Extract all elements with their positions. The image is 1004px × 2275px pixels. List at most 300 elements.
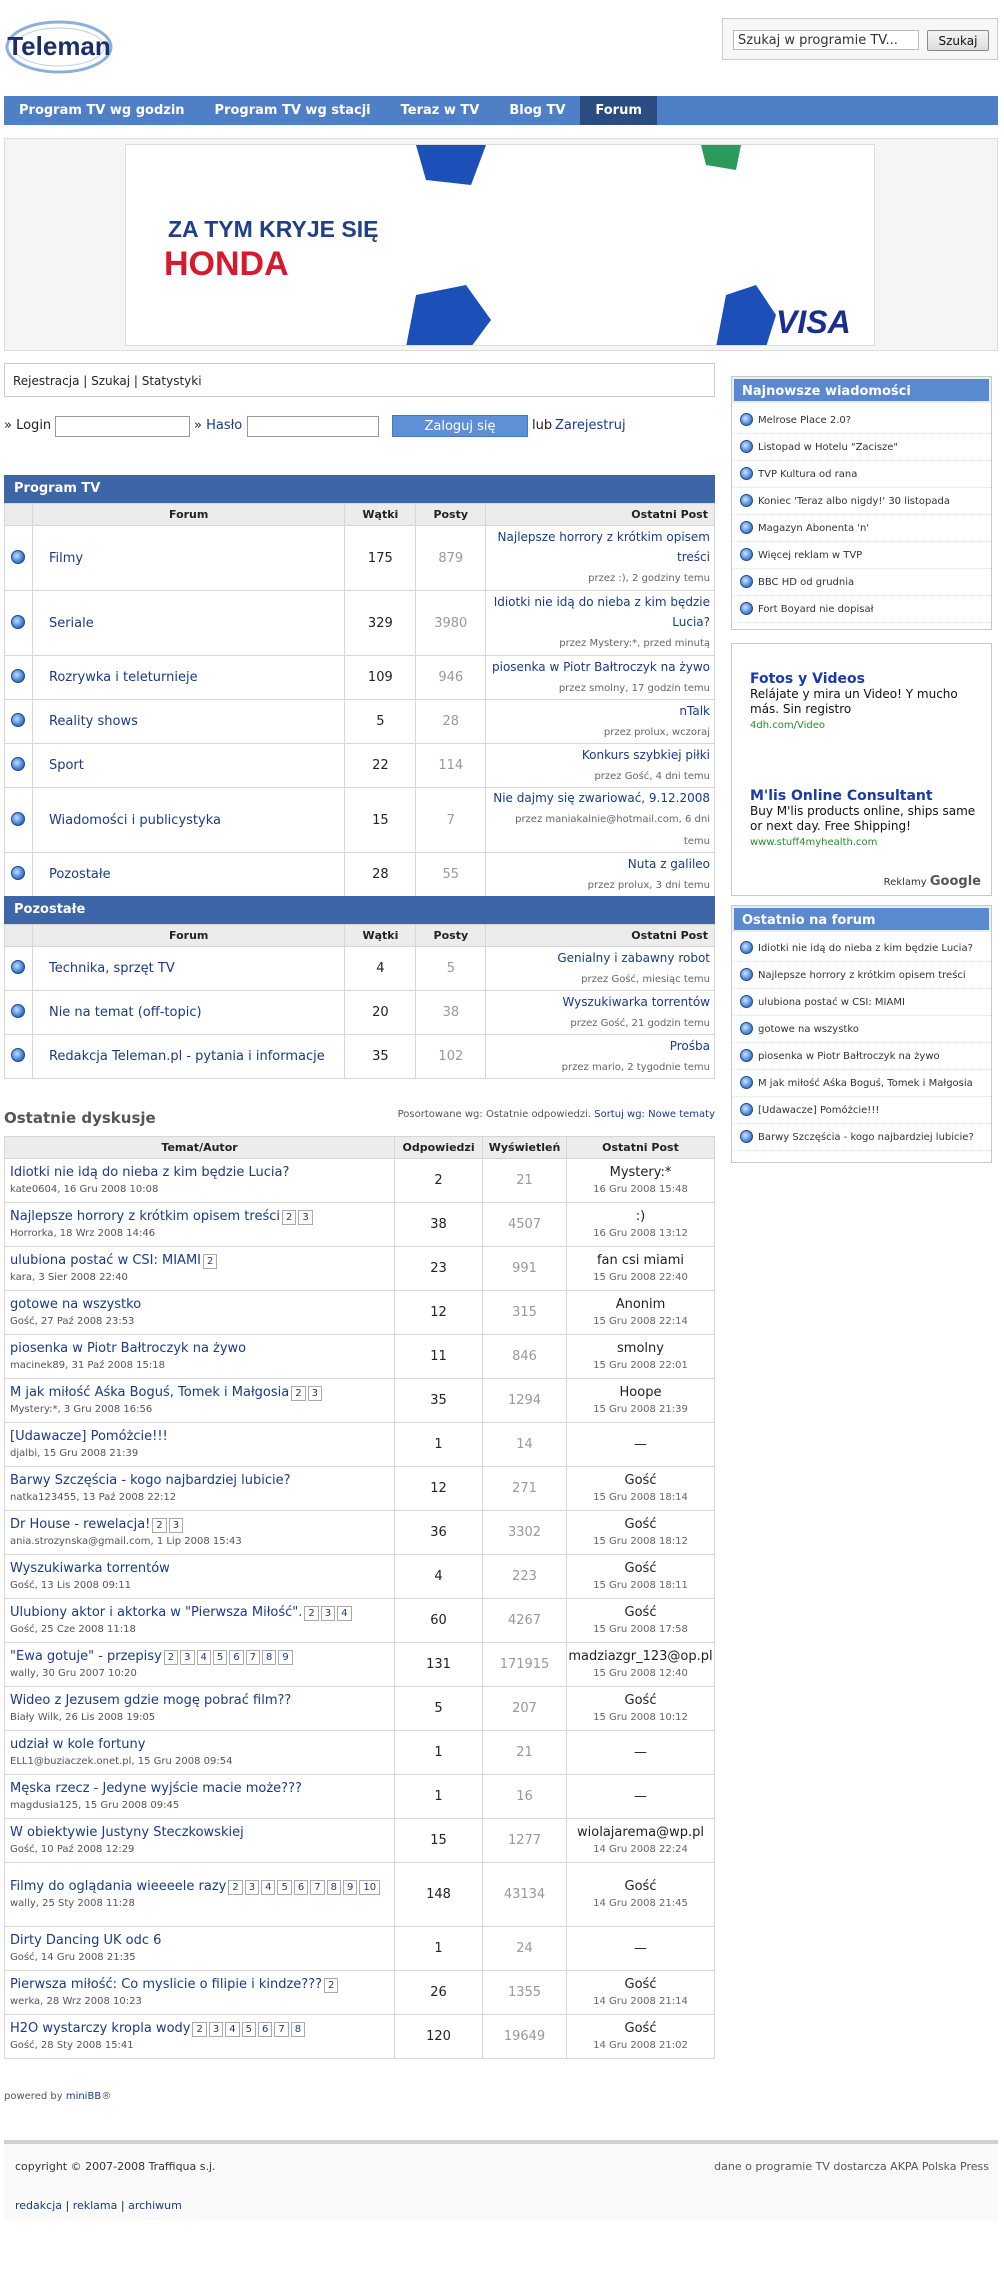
topic-cell [5,1927,395,1971]
topic-cell [5,1203,395,1247]
last-post-user: Gość [624,1516,657,1532]
topic-title-line [10,1208,394,1225]
minibb-link[interactable]: miniBB [65,2091,102,2102]
forum-name-cell [32,1035,344,1079]
last-post-meta: przez smolny, 17 godzin temu [558,682,710,694]
footer-links: redakcja | reklama | archiwum [15,2199,182,2212]
forum-bubble-icon [11,1048,25,1062]
forum-link[interactable]: Sport [48,758,84,773]
sidebar-item[interactable] [732,1016,991,1043]
sidebar-item-label: Najlepsze horrory z krótkim opisem treści [758,970,966,981]
forum-bubble-icon [11,866,25,880]
forum-row [5,744,715,788]
last-post-link[interactable]: nTalk [679,703,710,718]
last-post-link[interactable]: Najlepsze horrory z krótkim opisem treści [497,530,710,564]
sidebar-item-label: ulubiona postać w CSI: MIAMI [758,997,905,1008]
topic-cell [5,1247,395,1291]
page-link[interactable]: 7 [310,1880,324,1895]
topic-row [5,2015,715,2059]
reply-count: 38 [395,1203,483,1247]
reply-count: 120 [395,2015,483,2059]
search-box [722,18,998,60]
sidebar-item[interactable] [732,989,991,1016]
table-header-row [5,504,715,526]
last-post-user: Anonim [615,1296,666,1312]
table-header: Temat/Autor [5,1137,395,1159]
bullet-icon [740,413,753,426]
topic-row [5,1511,715,1555]
ad-2[interactable] [750,789,986,850]
page-link[interactable]: 2 [192,2022,206,2037]
topic-row [5,1159,715,1203]
sidebar-item-label: Melrose Place 2.0? [758,415,852,426]
last-post-cell [566,2015,714,2059]
forum-links: Rejestracja | Szukaj | Statystyki [4,363,715,397]
last-post-meta: przez Gość, 21 godzin temu [570,1017,710,1029]
topic-link[interactable]: ulubiona postać w CSI: MIAMI [10,1252,202,1268]
view-count: 4267 [483,1599,567,1643]
page-link[interactable]: 3 [321,1606,335,1621]
last-post-date: 15 Gru 2008 12:40 [593,1667,688,1679]
topic-link[interactable]: Pierwsza miłość: Co myslicie o filipie i kindze??? [10,1976,322,1992]
last-post-cell [566,1423,714,1467]
bullet-icon [740,1130,753,1143]
last-post-user: Gość [624,1560,657,1576]
topic-cell [5,1971,395,2015]
last-post-user: — [633,1745,647,1760]
page-link[interactable]: 2 [282,1210,296,1225]
news-box [731,376,992,630]
page-link[interactable]: 2 [304,1606,318,1621]
topic-author: Gość, 13 Lis 2008 09:11 [10,1579,132,1591]
nav-blog-tv[interactable]: Blog TV [509,103,566,118]
ad-2-title[interactable]: M'lis Online Consultant [750,788,933,804]
page-link[interactable]: 10 [359,1880,380,1895]
topic-title-line [10,1736,394,1753]
last-post-link[interactable]: Idiotki nie idą do nieba z kim będzie Lucia? [493,595,710,629]
ad-1-body: Relájate y mira un Video! Y mucho más. Sin registro [750,687,958,716]
sidebar-item[interactable] [732,542,991,569]
page-link[interactable]: 5 [277,1880,291,1895]
last-post-cell [566,1971,714,2015]
footer-link-reklama[interactable]: reklama [72,2199,118,2212]
view-count: 315 [483,1291,567,1335]
page-link[interactable]: 8 [291,2022,305,2037]
last-post-cell [486,591,715,656]
view-count: 3302 [483,1511,567,1555]
sort-link[interactable]: Sortuj wg: Nowe tematy [594,1109,715,1120]
topic-link[interactable]: M jak miłość Aśka Boguś, Tomek i Małgosia [10,1384,290,1400]
page-link[interactable]: 3 [308,1386,322,1401]
nav-teraz-w-tv[interactable]: Teraz w TV [400,103,480,118]
forum-link[interactable]: Seriale [48,615,94,631]
bullet-icon [740,968,753,981]
reply-count: 12 [395,1467,483,1511]
last-post-user: wiolajarema@wp.pl [577,1824,704,1840]
page-link[interactable]: 4 [337,1606,351,1621]
topic-link[interactable]: Najlepsze horrory z krótkim opisem treści [10,1208,280,1224]
last-post-cell [566,1731,714,1775]
last-post-link[interactable]: Genialny i zabawny robot [557,950,710,965]
forum-row [5,991,715,1035]
topic-cell [5,1819,395,1863]
visa-logo: VISA [776,304,851,340]
ad-2-url: www.stuff4myhealth.com [750,837,878,848]
topic-link[interactable]: Wyszukiwarka torrentów [10,1560,170,1576]
topic-author: ania.strozynska@gmail.com, 1 Lip 2008 15:43 [10,1535,242,1547]
forum-row [5,526,715,591]
banner-line2: HONDA [164,245,289,283]
topic-title-line [10,1692,394,1709]
powered-by [4,2091,111,2102]
last-post-user: Mystery:* [609,1164,672,1180]
thread-count: 175 [345,526,416,591]
link-stats[interactable]: Statystyki [141,374,202,388]
topic-link[interactable]: Barwy Szczęścia - kogo najbardziej lubicie? [10,1472,291,1488]
sidebar-item[interactable] [732,1097,991,1124]
sidebar-item[interactable] [732,1043,991,1070]
topic-title-line [10,1164,394,1181]
topic-title-line [10,1604,394,1621]
page-link[interactable]: 3 [245,1880,259,1895]
ads-by-google[interactable] [884,874,981,889]
link-search[interactable]: Szukaj [91,374,131,388]
topic-title-line [10,1472,394,1489]
topic-author: Biały Wilk, 26 Lis 2008 19:05 [10,1711,156,1723]
topic-title-line [10,1384,394,1401]
bullet-icon [740,440,753,453]
reply-count: 35 [395,1379,483,1423]
footer-link-archiwum[interactable]: archiwum [128,2199,182,2212]
forum-name-cell [32,744,344,788]
forum-link[interactable]: Pozostałe [48,867,111,882]
topic-cell [5,1643,395,1687]
forum-link[interactable]: Nie na temat (off-topic) [48,1005,202,1020]
sort-info [398,1109,715,1120]
forum-bubble-icon [11,713,25,727]
forum-bubble-icon [11,960,25,974]
bullet-icon [740,995,753,1008]
last-post-link[interactable]: Nuta z galileo [627,856,710,871]
page-link[interactable]: 3 [180,1650,194,1665]
page-link[interactable]: 8 [262,1650,276,1665]
last-post-date: 14 Gru 2008 22:24 [593,1843,688,1855]
ad-1-title[interactable]: Fotos y Videos [750,671,865,687]
topic-link[interactable]: udział w kole fortuny [10,1736,146,1752]
last-post-user: Hoope [619,1384,662,1400]
reply-count: 15 [395,1819,483,1863]
login-input[interactable] [55,416,190,437]
news-title: Najnowsze wiadomości [732,377,991,403]
last-post-link[interactable]: Prośba [669,1038,710,1053]
main-nav [4,96,998,125]
topic-link[interactable]: piosenka w Piotr Bałtroczyk na żywo [10,1340,247,1356]
ads-box [731,643,992,896]
topic-row [5,1687,715,1731]
view-count: 271 [483,1467,567,1511]
reply-count: 60 [395,1599,483,1643]
logo-text: Teleman [7,31,111,61]
last-post-cell [566,1555,714,1599]
thread-count: 4 [345,947,416,991]
topic-cell [5,1511,395,1555]
last-post-cell [486,1035,715,1079]
sidebar-item-label: Magazyn Abonenta 'n' [758,523,870,534]
topic-author: natka123455, 13 Paź 2008 22:12 [10,1491,177,1503]
forum-bubble-icon [11,669,25,683]
reply-count: 4 [395,1555,483,1599]
discussions-table [4,1136,715,2059]
topic-link[interactable]: [Udawacze] Pomóżcie!!! [10,1428,168,1444]
teleman-logo[interactable] [4,18,114,76]
topic-link[interactable]: Wideo z Jezusem gdzie mogę pobrać film?? [10,1692,292,1708]
forum-bubble-icon [11,550,25,564]
topic-row [5,1819,715,1863]
view-count: 991 [483,1247,567,1291]
sidebar-item[interactable] [732,596,991,623]
topic-cell [5,1775,395,1819]
topic-link[interactable]: Filmy do oglądania wieeeele razy [10,1878,227,1894]
page-link[interactable]: 7 [246,1650,260,1665]
last-post-cell [566,1203,714,1247]
password-input[interactable] [247,416,379,437]
topic-author: Gość, 14 Gru 2008 21:35 [10,1951,136,1963]
topic-title-line [10,1560,394,1577]
banner-ad[interactable] [125,144,875,346]
last-post-cell [486,526,715,591]
login-button[interactable]: Zaloguj się [392,415,528,437]
page-link[interactable]: 6 [229,1650,243,1665]
last-post-link[interactable]: Konkurs szybkiej piłki [581,747,710,762]
topic-link[interactable]: "Ewa gotuje" - przepisy [10,1648,162,1664]
topic-row [5,1291,715,1335]
last-post-cell [486,991,715,1035]
forum-link[interactable]: Reality shows [48,714,138,729]
view-count: 21 [483,1731,567,1775]
page-link[interactable]: 2 [228,1880,242,1895]
forum-icon [5,991,33,1035]
page-link[interactable]: 3 [298,1210,312,1225]
sidebar-item[interactable] [732,1070,991,1097]
forum-row [5,1035,715,1079]
thread-count: 35 [345,1035,416,1079]
table-header: Forum [32,925,344,947]
last-post-cell [566,1511,714,1555]
section-program-tv: Program TV [4,475,715,503]
topic-cell [5,2015,395,2059]
last-post-cell [566,1291,714,1335]
thread-count: 15 [345,788,416,853]
forum-name-cell [32,991,344,1035]
sidebar-item-label: TVP Kultura od rana [758,469,858,480]
page-link[interactable]: 9 [343,1880,357,1895]
sidebar-item[interactable] [732,569,991,596]
forum-link[interactable]: Wiadomości i publicystyka [48,812,221,828]
page-link[interactable]: 3 [209,2022,223,2037]
page-link[interactable]: 2 [324,1978,338,1993]
topic-title-line [10,1780,394,1797]
ads-by-label: Reklamy [883,877,927,888]
reply-count: 5 [395,1687,483,1731]
last-post-date: 14 Gru 2008 21:02 [593,2039,688,2051]
thread-count: 5 [345,700,416,744]
topic-author: ELL1@buziaczek.onet.pl, 15 Gru 2008 09:54 [10,1755,233,1767]
link-registration[interactable]: Rejestracja [13,374,80,388]
sidebar-item[interactable] [732,1124,991,1151]
sidebar-item[interactable] [732,515,991,542]
forum-link[interactable]: Rozrywka i teleturnieje [48,670,198,685]
footer-link-redakcja[interactable]: redakcja [15,2199,62,2212]
last-post-meta: przez prolux, 3 dni temu [587,879,710,891]
last-post-user: madziazgr_123@op.pl [568,1648,713,1664]
discussions-title: Ostatnie dyskusje [4,1109,156,1127]
page-link[interactable]: 2 [203,1254,217,1269]
topic-row [5,1467,715,1511]
topic-author: Mystery:*, 3 Gru 2008 16:56 [10,1403,153,1415]
last-post-cell [486,788,715,853]
last-post-date: 16 Gru 2008 13:12 [593,1227,688,1239]
topic-link[interactable]: Ulubiony aktor i aktorka w "Pierwsza Miłość". [10,1604,303,1620]
last-post-date: 15 Gru 2008 18:12 [593,1535,688,1547]
topic-link[interactable]: Dr House - rewelacja! [10,1516,151,1532]
sidebar-item[interactable] [732,407,991,434]
topic-title-line [10,1516,394,1533]
last-post-date: 15 Gru 2008 21:39 [593,1403,688,1415]
last-post-date: 15 Gru 2008 22:40 [593,1271,688,1283]
view-count: 1294 [483,1379,567,1423]
page-link[interactable]: 4 [261,1880,275,1895]
forum-link[interactable]: Filmy [48,550,84,566]
last-post-date: 15 Gru 2008 18:11 [593,1579,688,1591]
nav-program-stacji[interactable]: Program TV wg stacji [214,103,371,118]
ad-1[interactable] [750,672,986,733]
forum-link[interactable]: Redakcja Teleman.pl - pytania i informacje [48,1049,325,1064]
sidebar-item[interactable] [732,434,991,461]
page-link[interactable]: 2 [164,1650,178,1665]
topic-link[interactable]: gotowe na wszystko [10,1296,142,1312]
topic-cell [5,1599,395,1643]
forum-box [731,905,992,1163]
sidebar-item[interactable] [732,935,991,962]
topic-cell [5,1379,395,1423]
last-post-cell [566,1687,714,1731]
thread-count: 329 [345,591,416,656]
page-link[interactable]: 5 [213,1650,227,1665]
page-link[interactable]: 4 [197,1650,211,1665]
page-link[interactable]: 6 [258,2022,272,2037]
sidebar-item-label: gotowe na wszystko [758,1024,859,1035]
last-post-link[interactable]: piosenka w Piotr Bałtroczyk na żywo [492,659,710,674]
forum-row [5,591,715,656]
topic-title-line [10,1976,394,1993]
post-count: 102 [416,1035,486,1079]
forum-name-cell [32,591,344,656]
topic-title-line [10,1340,394,1357]
topic-cell [5,1159,395,1203]
thread-count: 109 [345,656,416,700]
view-count: 207 [483,1687,567,1731]
last-post-user: Gość [624,1976,657,1992]
search-button[interactable]: Szukaj [927,30,989,51]
bullet-icon [740,494,753,507]
topic-row [5,1863,715,1927]
view-count: 1277 [483,1819,567,1863]
reply-count: 131 [395,1643,483,1687]
last-post-user: — [633,1941,647,1956]
forum-list [732,932,991,1151]
forum-link[interactable]: Technika, sprzęt TV [48,961,175,976]
page-link[interactable]: 8 [327,1880,341,1895]
search-input[interactable] [733,30,919,50]
forum-icon [5,526,33,591]
last-post-meta: przez mario, 2 tygodnie temu [561,1061,710,1073]
register-link[interactable]: Zarejestruj [555,418,626,433]
topic-title-line [10,2020,394,2037]
forum-icon [5,788,33,853]
sidebar-item[interactable] [732,461,991,488]
topic-link[interactable]: Idiotki nie idą do nieba z kim będzie Lucia? [10,1164,290,1180]
topic-link[interactable]: Męska rzecz - Jedyne wyjście macie może??? [10,1780,302,1796]
sidebar-item[interactable] [732,488,991,515]
last-post-link[interactable]: Wyszukiwarka torrentów [562,994,710,1009]
last-post-cell [566,1819,714,1863]
sidebar-item[interactable] [732,962,991,989]
password-label[interactable]: Hasło [206,418,243,433]
last-post-date: 15 Gru 2008 10:12 [593,1711,688,1723]
table-header: Posty [416,925,486,947]
topic-row [5,1971,715,2015]
bullet-icon [740,548,753,561]
forum-name-cell [32,526,344,591]
sidebar-item-label: M jak miłość Aśka Boguś, Tomek i Małgosia [758,1078,973,1089]
view-count: 171915 [483,1643,567,1687]
page-link[interactable]: 2 [152,1518,166,1533]
page-link[interactable]: 3 [169,1518,183,1533]
table-header: Ostatni Post [486,504,715,526]
topic-link[interactable]: H2O wystarczy kropla wody [10,2020,191,2036]
page-link[interactable]: 5 [242,2022,256,2037]
forum-name-cell [32,853,344,897]
last-post-cell [566,1863,714,1927]
powered-text: powered by [4,2091,63,2102]
topic-cell [5,1555,395,1599]
forum-table-pozostale [4,924,715,1079]
topic-cell [5,1863,395,1927]
nav-forum[interactable]: Forum [580,96,657,125]
forum-row [5,853,715,897]
page-link[interactable]: 2 [291,1386,305,1401]
page-link[interactable]: 7 [274,2022,288,2037]
page-link[interactable]: 9 [278,1650,292,1665]
page-link[interactable]: 4 [225,2022,239,2037]
page-link[interactable]: 6 [294,1880,308,1895]
forum-row [5,788,715,853]
topic-row [5,1379,715,1423]
topic-author: Gość, 27 Paź 2008 23:53 [10,1315,135,1327]
header-icon [5,504,33,526]
last-post-date: 16 Gru 2008 15:48 [593,1183,688,1195]
topic-link[interactable]: W obiektywie Justyny Steczkowskiej [10,1824,244,1840]
reply-count: 12 [395,1291,483,1335]
forum-bubble-icon [11,757,25,771]
table-header: Ostatni Post [486,925,715,947]
topic-link[interactable]: Dirty Dancing UK odc 6 [10,1932,162,1948]
last-post-link[interactable]: Nie dajmy się zwariować, 9.12.2008 [493,791,710,805]
topic-title-line [10,1824,394,1841]
header-icon [5,925,33,947]
last-post-cell [486,853,715,897]
nav-program-godzin[interactable]: Program TV wg godzin [19,103,185,118]
